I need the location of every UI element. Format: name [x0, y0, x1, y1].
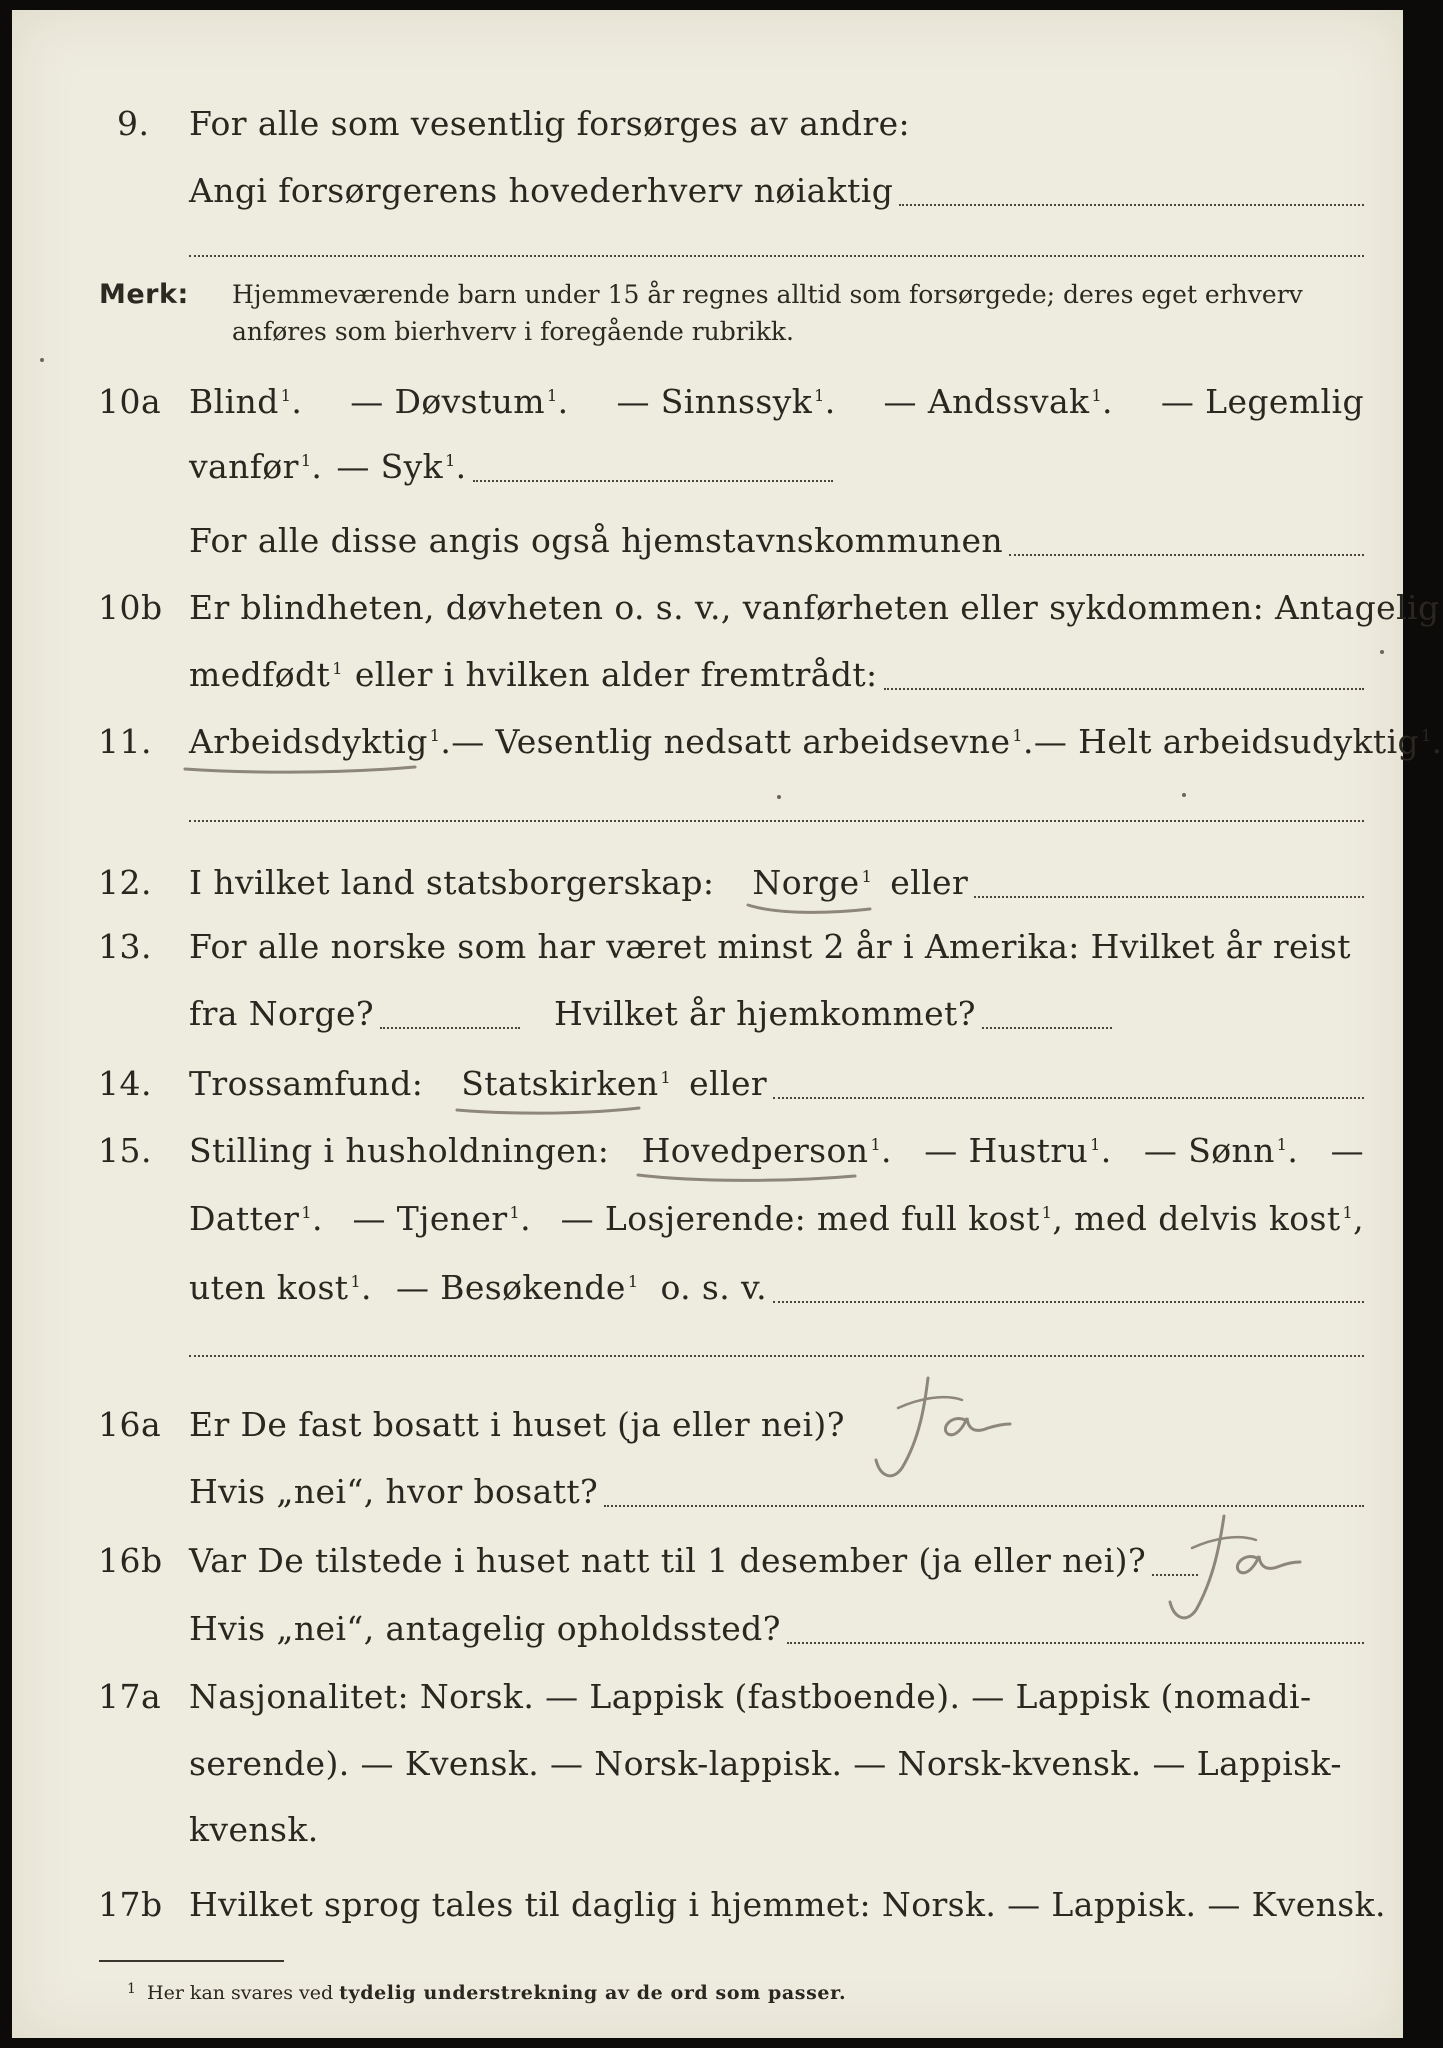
q10a-row-3 [12, 516, 1403, 566]
q16a-number: 16a [98, 1405, 162, 1444]
q17a-text-3: kvensk. [189, 1810, 319, 1849]
q11-line [189, 717, 1443, 767]
q15-row-1 [12, 1126, 1403, 1176]
q17a-line-1 [189, 1672, 1364, 1722]
q12-row [12, 858, 1403, 908]
q14-prefix: Trossamfund: [189, 1064, 424, 1103]
q9-text-1: For alle som vesentlig forsørges av andre: [189, 104, 911, 143]
footnote [127, 1980, 847, 2006]
q17a-row-1 [12, 1672, 1403, 1722]
footnote-mark: 1 [127, 1981, 136, 1997]
q15-label: Stilling i husholdningen: [189, 1131, 610, 1170]
q17a-line-3 [189, 1805, 1364, 1855]
option-sinnssyk[interactable]: — Sinnssyk $^1$. [616, 382, 836, 421]
q16b-opholdssted-field[interactable] [787, 1604, 1364, 1654]
q13-line-1 [189, 922, 1364, 972]
paper-speck [1182, 793, 1186, 797]
option-statskirken[interactable]: Statskirken $^1$ [461, 1059, 671, 1109]
q9-row-2 [12, 166, 1403, 216]
q15-line-1: Stilling i husholdningen: Hovedperson $^1$. — Hustru $^1$. — Sønn $^1$. — [189, 1126, 1364, 1176]
q15-line-2 [189, 1194, 1364, 1244]
q13-line-2 [189, 989, 1364, 1039]
option-blind[interactable]: Blind $^1$. [189, 382, 303, 421]
q17b-number: 17b [98, 1885, 163, 1924]
q12-underline-mark [746, 902, 876, 918]
footnote-text-b: tydelig understrekning av de ord som passer. [339, 1982, 847, 2004]
q13-row-2 [12, 989, 1403, 1039]
q11-answer-line[interactable] [189, 820, 1364, 822]
q9-answer-field[interactable] [899, 166, 1364, 216]
q15-answer-line[interactable] [189, 1355, 1364, 1357]
hjemkommet-ar-field[interactable] [982, 989, 1112, 1039]
q17b-line [189, 1880, 1386, 1930]
merk-text-2: anføres som bierhverv i foregående rubrikk. [232, 317, 794, 346]
q9-answer-line-2[interactable] [189, 255, 1364, 257]
q10b-number: 10b [98, 588, 163, 627]
footnote-text-a: Her kan svares ved [147, 1982, 334, 2004]
q15-answer-field[interactable] [773, 1263, 1364, 1313]
option-helt-arbeidsudyktig[interactable]: — Helt arbeidsudyktig $^1$. [1033, 722, 1443, 761]
q11-row [12, 717, 1443, 767]
q17a-text-1: Nasjonalitet: Norsk. — Lappisk (fastboende). — Lappisk (nomadi- [189, 1677, 1312, 1716]
q9-line-2 [189, 166, 1364, 216]
q15-underline-mark [636, 1170, 861, 1186]
merk-label: Merk: [99, 279, 189, 310]
merk-text-1: Hjemmeværende barn under 15 år regnes alltid som forsørgede; deres eget erhverv [232, 280, 1303, 309]
q14-line [189, 1059, 1364, 1109]
q13-text-1: For alle norske som har været minst 2 år i Amerika: Hvilket år reist [189, 927, 1351, 966]
q13-text-2a: fra Norge? [189, 994, 375, 1033]
option-norge[interactable]: Norge $^1$ [752, 858, 872, 908]
q17a-text-2: serende). — Kvensk. — Norsk-lappisk. — Norsk-kvensk. — Lappisk- [189, 1744, 1342, 1783]
option-medfodt[interactable]: medfødt $^1$ [189, 655, 343, 694]
q17a-number: 17a [98, 1677, 162, 1716]
q15-row-3 [12, 1263, 1403, 1313]
q10a-answer-field[interactable] [473, 442, 833, 492]
q17a-row-3 [12, 1805, 1403, 1855]
q10a-line-1 [189, 377, 1364, 427]
q14-number: 14. [98, 1064, 152, 1103]
q14-suffix: eller [689, 1064, 768, 1103]
paper-speck [40, 358, 44, 362]
q10b-line-2 [189, 650, 1364, 700]
q16a-text-1: Er De fast bosatt i huset (ja eller nei)? [189, 1405, 845, 1444]
q10b-row-1 [12, 583, 1440, 633]
q15-row-2 [12, 1194, 1403, 1244]
q10a-line-2 [189, 442, 1364, 492]
q10a-text-3: For alle disse angis også hjemstavnskommunen [189, 521, 1004, 560]
q12-suffix: eller [890, 863, 969, 902]
q10b-answer-field[interactable] [884, 650, 1364, 700]
option-losjerende-full-kost[interactable]: — Losjerende: med full kost $^1$, med delvis kost $^1$, [560, 1199, 1364, 1238]
q9-line-1 [189, 99, 1364, 149]
option-arbeidsdyktig[interactable]: Arbeidsdyktig $^1$. [189, 717, 451, 767]
q10b-line-1 [189, 583, 1440, 633]
q13-text-2b: Hvilket år hjemkommet? [554, 994, 976, 1033]
q14-row [12, 1059, 1403, 1109]
option-dovstum[interactable]: — Døvstum $^1$. [350, 382, 569, 421]
q16a-text-2: Hvis „nei“, hvor bosatt? [189, 1472, 599, 1511]
q11-number: 11. [98, 722, 152, 761]
option-andssvak[interactable]: — Andssvak $^1$. [883, 382, 1113, 421]
q16b-text-1: Var De tilstede i huset natt til 1 desember (ja eller nei)? [189, 1541, 1147, 1580]
q11-underline-mark [183, 761, 423, 777]
option-vesentlig-nedsatt[interactable]: — Vesentlig nedsatt arbeidsevne $^1$. [451, 722, 1034, 761]
q15-line-3 [189, 1263, 1364, 1313]
q14-underline-mark [455, 1103, 645, 1119]
paper-speck [1380, 650, 1384, 654]
q14-answer-field[interactable] [773, 1059, 1364, 1109]
option-sonn[interactable]: — Sønn $^1$. [1143, 1131, 1299, 1170]
q12-line [189, 858, 1364, 908]
merk-note [99, 276, 1369, 346]
q10a-number: 10a [98, 382, 162, 421]
option-uten-kost[interactable]: uten kost $^1$. [189, 1268, 372, 1307]
option-vanfor[interactable]: vanfør $^1$. [189, 447, 323, 486]
q16b-text-2: Hvis „nei“, antagelig opholdssted? [189, 1609, 781, 1648]
q12-answer-field[interactable] [974, 858, 1364, 908]
footnote-rule [99, 1960, 284, 1962]
option-legemlig[interactable]: — Legemlig [1160, 382, 1364, 421]
q16b-row-2 [12, 1604, 1403, 1654]
q10a-row-2 [12, 442, 1403, 492]
option-besokende[interactable]: — Besøkende $^1$ [395, 1268, 639, 1307]
q10b-text-1: Er blindheten, døvheten o. s. v., vanførheten eller sykdommen: Antagelig [189, 588, 1440, 627]
hjemstavnskommune-field[interactable] [1009, 516, 1364, 566]
q16a-line-1 [189, 1400, 1364, 1450]
reist-ar-field[interactable] [380, 989, 520, 1039]
q16b-number: 16b [98, 1541, 163, 1580]
q16b-line-2 [189, 1604, 1364, 1654]
q12-prefix: I hvilket land statsborgerskap: [189, 863, 715, 902]
q17b-row [12, 1880, 1403, 1930]
census-form-page [12, 10, 1443, 2038]
q10b-row-2 [12, 650, 1403, 700]
option-datter[interactable]: Datter $^1$. [189, 1199, 323, 1238]
q9-text-2: Angi forsørgerens hovederhverv nøiaktig [189, 171, 894, 210]
option-hustru[interactable]: — Hustru $^1$. [924, 1131, 1112, 1170]
q9-number: 9. [117, 104, 150, 143]
q10a-row-1 [12, 377, 1403, 427]
q15-number: 15. [98, 1131, 152, 1170]
q17a-line-2 [189, 1739, 1364, 1789]
q10a-line-3 [189, 516, 1364, 566]
option-syk[interactable]: — Syk $^1$. [336, 447, 467, 486]
q13-number: 13. [98, 927, 152, 966]
q17b-text: Hvilket sprog tales til daglig i hjemmet: Norsk. — Lappisk. — Kvensk. [189, 1885, 1386, 1924]
q13-row-1 [12, 922, 1403, 972]
option-hovedperson[interactable]: Hovedperson $^1$. [642, 1126, 892, 1176]
q10b-text-2: eller i hvilken alder fremtrådt: [354, 655, 878, 694]
q16a-row-1 [12, 1400, 1403, 1450]
q15-osv: o. s. v. [660, 1268, 768, 1307]
paper-speck [777, 795, 781, 799]
option-tjener[interactable]: — Tjener $^1$. [352, 1199, 531, 1238]
q9-row-1 [12, 99, 1403, 149]
q17a-row-2 [12, 1739, 1403, 1789]
q12-number: 12. [98, 863, 152, 902]
